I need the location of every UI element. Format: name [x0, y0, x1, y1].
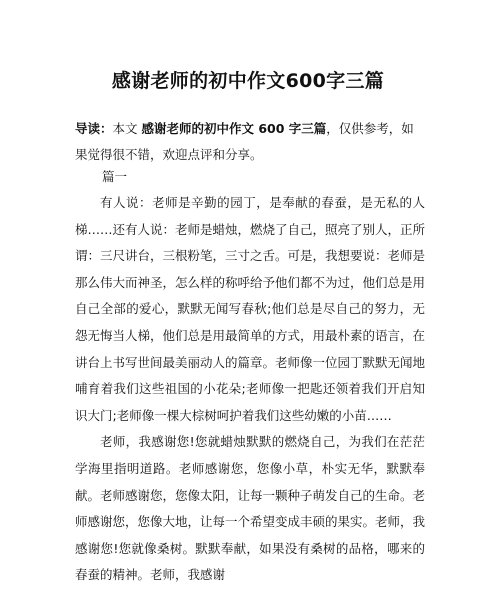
lead-prefix: 本文	[112, 121, 142, 136]
lead-paragraph	[75, 116, 425, 168]
section-heading: 篇一	[102, 169, 128, 184]
body-text	[75, 190, 425, 589]
body-paragraph-1: 有人说：老师是辛勤的园丁，是奉献的春蚕，是无私的人梯……还有人说：老师是蜡烛，燃烧了自己，照亮了别人，正所谓：三尺讲台，三根粉笔，三寸之舌。可是，我想要说：老师是那么伟大而神圣，怎么样的称呼给予他们都不为过，他们总是用自己全部的爱心，默默无闻写春秋;他们总是尽自己的努力，无怨无悔当人梯，他们总是用最简单的方式，用最朴素的语言，在讲台上书写世间最美丽动人的篇章。老师像一位园丁默默无闻地哺育着我们这些祖国的小花朵;老师像一把匙还领着我们开启知识大门;老师像一棵大棕树呵护着我们这些幼嫩的小苗……	[75, 195, 426, 423]
document-title: 感谢老师的初中作文600字三篇	[111, 70, 385, 92]
lead-bold-title: 感谢老师的初中作文 600 字三篇	[141, 121, 327, 136]
lead-suffix: ，仅供参考，如果觉得很不错，欢迎点评和分享。	[75, 121, 414, 162]
lead-label: 导读：	[75, 121, 113, 136]
body-paragraph-2: 老师，我感谢您!您就蜡烛默默的燃烧自己，为我们在茫茫学海里指明道路。老师感谢您，您像小草，朴实无华，默默奉献。老师感谢您，您像太阳，让每一颗种子萌发自己的生命。老师感谢您，您像大地，让每一个希望变成丰硕的果实。老师，我感谢您!您就像桑树。默默奉献，如果没有桑树的品格，哪来的春蚕的精神。老师，我感谢	[75, 434, 426, 583]
